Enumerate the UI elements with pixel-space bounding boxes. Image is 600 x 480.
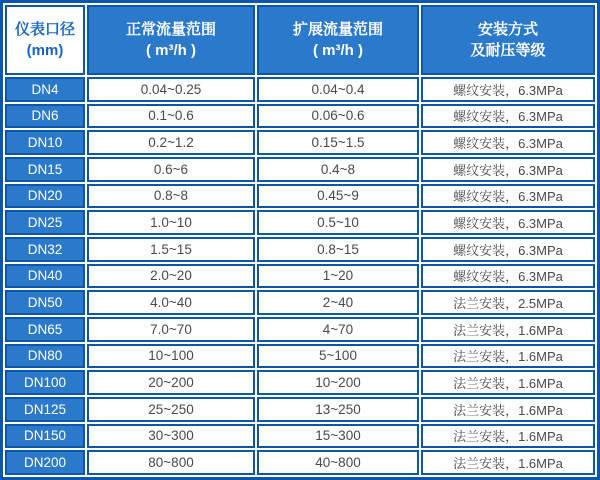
table-row <box>5 450 595 475</box>
normal-range-cell: 4.0~40 <box>87 290 255 315</box>
extended-range-cell: 0.04~0.4 <box>257 77 419 102</box>
diameter-cell: DN100 <box>5 370 85 395</box>
extended-range-cell: 40~800 <box>257 450 419 475</box>
col-header-diameter <box>5 5 85 75</box>
table-body <box>5 77 595 475</box>
install-cell: 螺纹安装，6.3MPa <box>421 264 595 289</box>
normal-range-cell: 10~100 <box>87 344 255 369</box>
install-cell: 螺纹安装，6.3MPa <box>421 237 595 262</box>
install-cell: 螺纹安装，6.3MPa <box>421 157 595 182</box>
extended-range-cell: 0.4~8 <box>257 157 419 182</box>
normal-range-cell: 0.8~8 <box>87 184 255 209</box>
table-row <box>5 424 595 449</box>
normal-range-cell: 1.5~15 <box>87 237 255 262</box>
col-header-normal-range <box>87 5 255 75</box>
diameter-cell: DN50 <box>5 290 85 315</box>
diameter-cell: DN20 <box>5 184 85 209</box>
table-row <box>5 157 595 182</box>
extended-range-cell: 5~100 <box>257 344 419 369</box>
col-header-installation-line1: 安装方式 <box>477 21 538 38</box>
table-row <box>5 104 595 129</box>
extended-range-cell: 4~70 <box>257 317 419 342</box>
install-cell: 法兰安装，1.6MPa <box>421 317 595 342</box>
diameter-cell: DN200 <box>5 450 85 475</box>
install-cell: 法兰安装，1.6MPa <box>421 397 595 422</box>
extended-range-cell: 0.8~15 <box>257 237 419 262</box>
normal-range-cell: 30~300 <box>87 424 255 449</box>
normal-range-cell: 80~800 <box>87 450 255 475</box>
col-header-normal-range-line2: ( m³/h ) <box>146 42 196 59</box>
table-row <box>5 210 595 235</box>
extended-range-cell: 0.45~9 <box>257 184 419 209</box>
col-header-extended-range-line2: ( m³/h ) <box>313 42 363 59</box>
extended-range-cell: 2~40 <box>257 290 419 315</box>
install-cell: 法兰安装，1.6MPa <box>421 370 595 395</box>
table-row <box>5 264 595 289</box>
normal-range-cell: 7.0~70 <box>87 317 255 342</box>
install-cell: 螺纹安装，6.3MPa <box>421 130 595 155</box>
diameter-cell: DN10 <box>5 130 85 155</box>
col-header-extended-range-line1: 扩展流量范围 <box>292 21 383 38</box>
extended-range-cell: 13~250 <box>257 397 419 422</box>
col-header-normal-range-line1: 正常流量范围 <box>125 21 216 38</box>
normal-range-cell: 20~200 <box>87 370 255 395</box>
col-header-installation-line2: 及耐压等级 <box>470 42 546 59</box>
install-cell: 螺纹安装，6.3MPa <box>421 77 595 102</box>
diameter-cell: DN25 <box>5 210 85 235</box>
table-row <box>5 317 595 342</box>
diameter-cell: DN4 <box>5 77 85 102</box>
extended-range-cell: 10~200 <box>257 370 419 395</box>
diameter-cell: DN15 <box>5 157 85 182</box>
table-row <box>5 77 595 102</box>
diameter-cell: DN80 <box>5 344 85 369</box>
col-header-diameter-line1: 仪表口径 <box>14 21 75 38</box>
install-cell: 法兰安装，2.5MPa <box>421 290 595 315</box>
header-row <box>5 5 595 75</box>
install-cell: 法兰安装，1.6MPa <box>421 344 595 369</box>
normal-range-cell: 2.0~20 <box>87 264 255 289</box>
table-row <box>5 290 595 315</box>
extended-range-cell: 15~300 <box>257 424 419 449</box>
diameter-cell: DN6 <box>5 104 85 129</box>
table-row <box>5 184 595 209</box>
table-row <box>5 344 595 369</box>
install-cell: 螺纹安装，6.3MPa <box>421 210 595 235</box>
normal-range-cell: 0.6~6 <box>87 157 255 182</box>
diameter-cell: DN65 <box>5 317 85 342</box>
col-header-extended-range <box>257 5 419 75</box>
normal-range-cell: 0.04~0.25 <box>87 77 255 102</box>
extended-range-cell: 0.15~1.5 <box>257 130 419 155</box>
normal-range-cell: 0.2~1.2 <box>87 130 255 155</box>
normal-range-cell: 0.1~0.6 <box>87 104 255 129</box>
normal-range-cell: 1.0~10 <box>87 210 255 235</box>
col-header-diameter-line2: (mm) <box>26 42 64 59</box>
table-row <box>5 237 595 262</box>
diameter-cell: DN150 <box>5 424 85 449</box>
install-cell: 法兰安装，1.6MPa <box>421 450 595 475</box>
table-row <box>5 130 595 155</box>
col-header-installation <box>421 5 595 75</box>
install-cell: 螺纹安装，6.3MPa <box>421 104 595 129</box>
table-row <box>5 397 595 422</box>
normal-range-cell: 25~250 <box>87 397 255 422</box>
extended-range-cell: 1~20 <box>257 264 419 289</box>
diameter-cell: DN125 <box>5 397 85 422</box>
install-cell: 螺纹安装，6.3MPa <box>421 184 595 209</box>
diameter-cell: DN40 <box>5 264 85 289</box>
extended-range-cell: 0.5~10 <box>257 210 419 235</box>
table-row <box>5 370 595 395</box>
extended-range-cell: 0.06~0.6 <box>257 104 419 129</box>
diameter-cell: DN32 <box>5 237 85 262</box>
install-cell: 法兰安装，1.6MPa <box>421 424 595 449</box>
